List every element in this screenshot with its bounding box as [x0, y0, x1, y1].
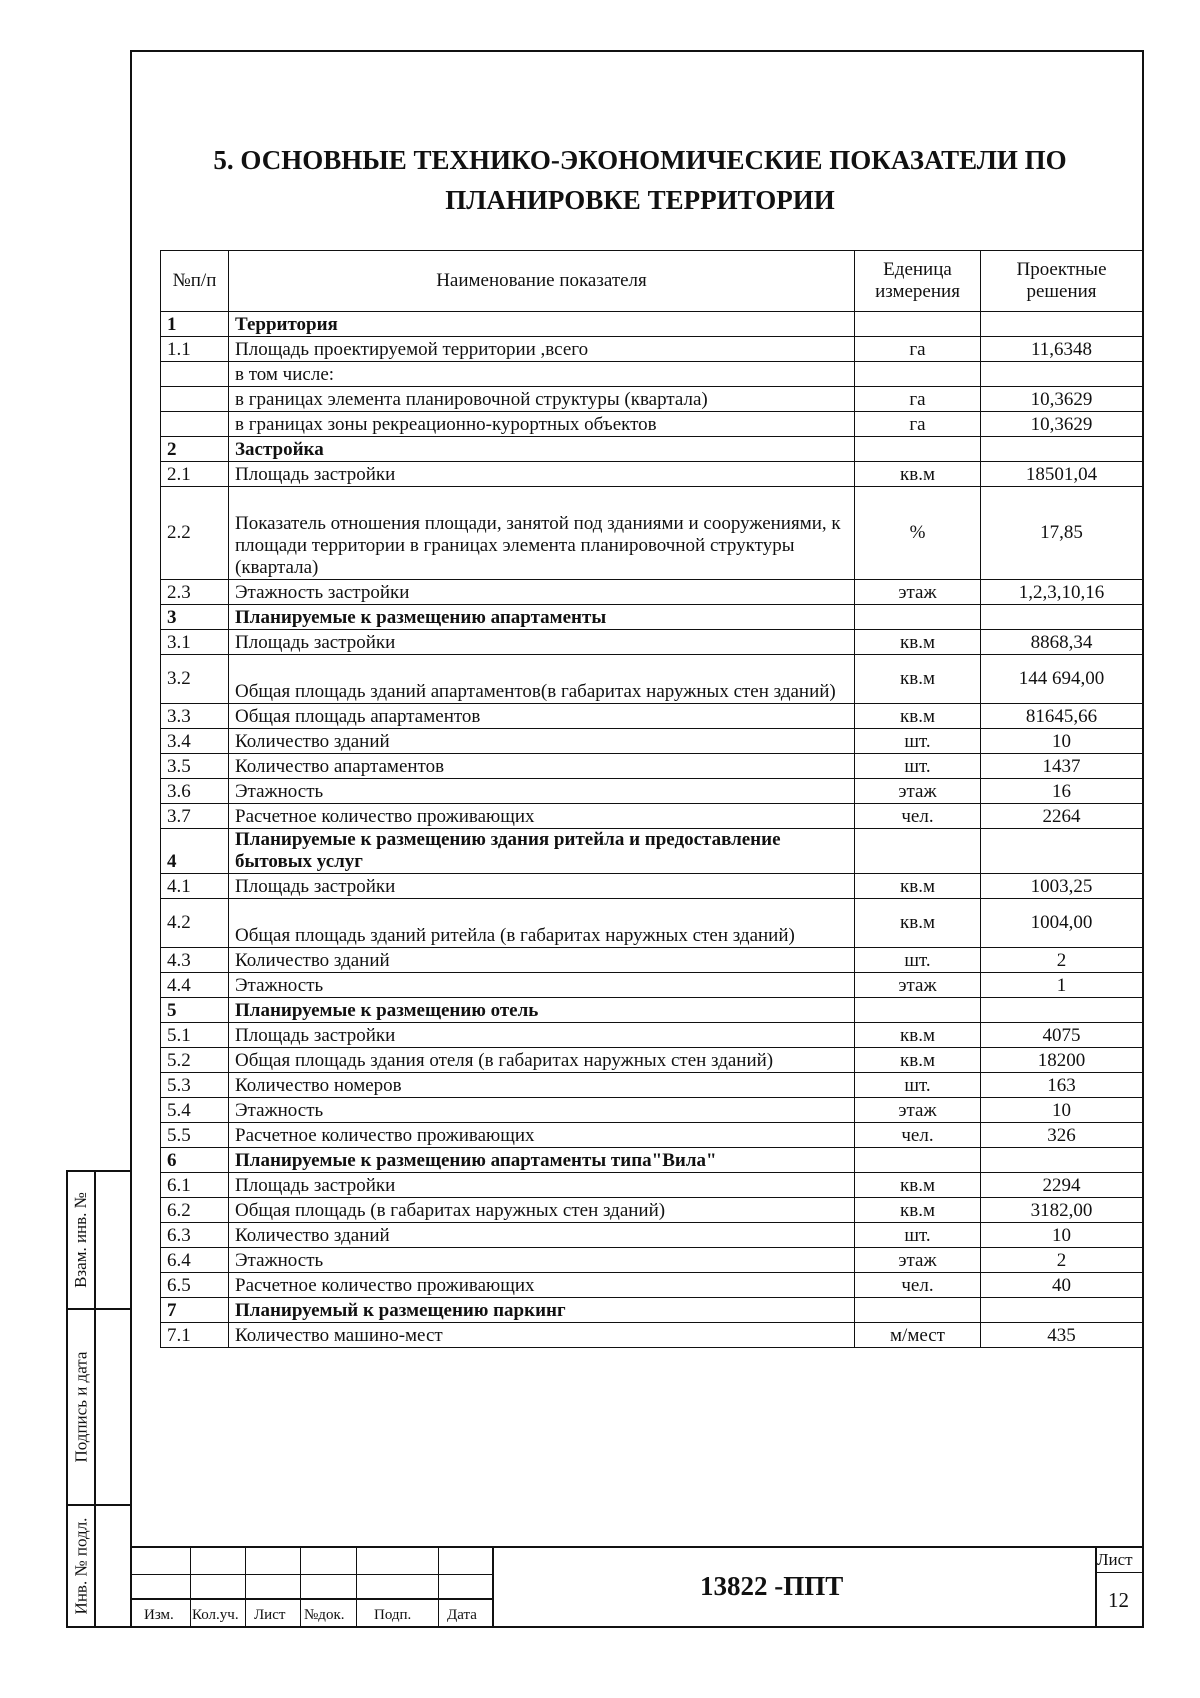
cell-unit: кв.м	[855, 704, 981, 729]
cell-value: 17,85	[981, 487, 1143, 580]
label-podp: Подп.	[374, 1607, 412, 1623]
cell-value	[981, 998, 1143, 1023]
cell-unit: кв.м	[855, 1023, 981, 1048]
cell-num: 3.1	[161, 630, 229, 655]
cell-num: 1	[161, 312, 229, 337]
cell-name: Общая площадь апартаментов	[229, 704, 855, 729]
cell-name: Количество зданий	[229, 729, 855, 754]
cell-num: 7.1	[161, 1323, 229, 1348]
cell-num: 6.4	[161, 1248, 229, 1273]
cell-unit: га	[855, 387, 981, 412]
cell-unit: этаж	[855, 973, 981, 998]
cell-num: 6.3	[161, 1223, 229, 1248]
cell-unit	[855, 998, 981, 1023]
table-row	[161, 729, 1143, 754]
header-value: Проектные решения	[981, 251, 1143, 312]
sheet-label: Лист	[1097, 1550, 1133, 1569]
cell-unit: кв.м	[855, 899, 981, 948]
cell-num: 1.1	[161, 337, 229, 362]
cell-unit	[855, 437, 981, 462]
cell-num: 2.1	[161, 462, 229, 487]
cell-num: 3.6	[161, 779, 229, 804]
cell-value: 81645,66	[981, 704, 1143, 729]
cell-value	[981, 829, 1143, 874]
cell-num	[161, 387, 229, 412]
cell-value: 326	[981, 1123, 1143, 1148]
cell-value	[981, 605, 1143, 630]
table-row	[161, 1323, 1143, 1348]
cell-value: 18501,04	[981, 462, 1143, 487]
cell-num: 5.3	[161, 1073, 229, 1098]
header-unit: Еденица измерения	[855, 251, 981, 312]
table-section-row	[161, 605, 1143, 630]
cell-unit: кв.м	[855, 462, 981, 487]
cell-name: Общая площадь (в габаритах наружных стен зданий)	[229, 1198, 855, 1223]
cell-name: Площадь застройки	[229, 462, 855, 487]
cell-unit	[855, 362, 981, 387]
indicators-table	[160, 250, 1143, 1348]
table-section-row	[161, 1148, 1143, 1173]
cell-name: Планируемые к размещению апартаменты типа"Вила"	[229, 1148, 855, 1173]
cell-unit: %	[855, 487, 981, 580]
label-list: Лист	[254, 1607, 286, 1623]
table-row	[161, 1048, 1143, 1073]
cell-num: 7	[161, 1298, 229, 1323]
table-section-row	[161, 312, 1143, 337]
cell-unit: кв.м	[855, 1198, 981, 1223]
table-row	[161, 874, 1143, 899]
cell-num	[161, 412, 229, 437]
cell-name: Этажность	[229, 973, 855, 998]
cell-unit: шт.	[855, 948, 981, 973]
cell-unit	[855, 1298, 981, 1323]
cell-num: 2.2	[161, 487, 229, 580]
cell-name: Количество зданий	[229, 1223, 855, 1248]
cell-value: 3182,00	[981, 1198, 1143, 1223]
cell-unit: кв.м	[855, 1048, 981, 1073]
cell-unit: чел.	[855, 1123, 981, 1148]
title-block-col-line	[300, 1546, 301, 1628]
cell-name: Площадь застройки	[229, 1023, 855, 1048]
cell-name: Показатель отношения площади, занятой под зданиями и сооружениями, к площади территории в границах элемента планировочной структуры (квартала)	[229, 487, 855, 580]
table-row	[161, 1023, 1143, 1048]
cell-value: 1,2,3,10,16	[981, 580, 1143, 605]
title-block-col-line	[492, 1546, 494, 1628]
cell-value: 2	[981, 948, 1143, 973]
stamp-vzam-label: Взам. инв. №	[71, 1192, 90, 1288]
cell-name: Общая площадь здания отеля (в габаритах наружных стен зданий)	[229, 1048, 855, 1073]
stamp-podpis-field	[96, 1308, 132, 1506]
title-block-top-line	[132, 1546, 1144, 1548]
cell-value: 11,6348	[981, 337, 1143, 362]
cell-value: 10	[981, 1098, 1143, 1123]
cell-unit	[855, 312, 981, 337]
cell-value	[981, 1148, 1143, 1173]
cell-num: 2	[161, 437, 229, 462]
cell-value	[981, 362, 1143, 387]
cell-name: Количество зданий	[229, 948, 855, 973]
label-ndok: №док.	[304, 1607, 345, 1623]
stamp-inv-podl	[66, 1504, 96, 1628]
table-row	[161, 1223, 1143, 1248]
cell-name: в том числе:	[229, 362, 855, 387]
table-row	[161, 899, 1143, 948]
cell-name: Площадь застройки	[229, 1173, 855, 1198]
table-section-row	[161, 437, 1143, 462]
stamp-podpis-data	[66, 1308, 96, 1506]
cell-value	[981, 1298, 1143, 1323]
table-row	[161, 487, 1143, 580]
label-izm: Изм.	[144, 1607, 174, 1623]
label-kol-uch: Кол.уч.	[192, 1607, 239, 1623]
cell-unit: шт.	[855, 754, 981, 779]
cell-name: Количество апартаментов	[229, 754, 855, 779]
cell-value: 10,3629	[981, 412, 1143, 437]
table-row	[161, 1273, 1143, 1298]
cell-value	[981, 312, 1143, 337]
cell-name: Площадь проектируемой территории ,всего	[229, 337, 855, 362]
table-header-row	[161, 251, 1143, 312]
cell-num: 5.5	[161, 1123, 229, 1148]
table-row	[161, 1098, 1143, 1123]
stamp-vzam-field	[96, 1170, 132, 1310]
cell-unit: га	[855, 337, 981, 362]
cell-unit: кв.м	[855, 630, 981, 655]
table-row	[161, 337, 1143, 362]
cell-num: 6.2	[161, 1198, 229, 1223]
title-line-2: ПЛАНИРОВКЕ ТЕРРИТОРИИ	[445, 185, 835, 215]
document-code: 13822 -ППТ	[700, 1571, 844, 1601]
title-block-col-line	[438, 1546, 439, 1628]
cell-name: Планируемые к размещению апартаменты	[229, 605, 855, 630]
stamp-inv-label: Инв. № подл.	[71, 1517, 90, 1615]
cell-name: Площадь застройки	[229, 874, 855, 899]
table-row	[161, 362, 1143, 387]
sheet-number: 12	[1108, 1588, 1129, 1612]
stamp-podpis-label: Подпись и дата	[71, 1351, 90, 1463]
cell-unit	[855, 829, 981, 874]
cell-num: 3.3	[161, 704, 229, 729]
cell-value: 2	[981, 1248, 1143, 1273]
cell-value: 163	[981, 1073, 1143, 1098]
table-row	[161, 948, 1143, 973]
table-row	[161, 704, 1143, 729]
cell-unit: шт.	[855, 1073, 981, 1098]
table-section-row	[161, 829, 1143, 874]
cell-unit: этаж	[855, 1098, 981, 1123]
cell-name: Планируемый к размещению паркинг	[229, 1298, 855, 1323]
cell-num: 4.1	[161, 874, 229, 899]
cell-unit: шт.	[855, 729, 981, 754]
cell-num: 3.7	[161, 804, 229, 829]
cell-name: Этажность	[229, 1098, 855, 1123]
cell-value: 144 694,00	[981, 655, 1143, 704]
cell-value: 10,3629	[981, 387, 1143, 412]
cell-unit: этаж	[855, 1248, 981, 1273]
table-row	[161, 630, 1143, 655]
table-row	[161, 387, 1143, 412]
cell-name: Планируемые к размещению отель	[229, 998, 855, 1023]
page-title	[140, 140, 1140, 220]
table-row	[161, 1073, 1143, 1098]
cell-unit: этаж	[855, 580, 981, 605]
cell-value: 40	[981, 1273, 1143, 1298]
table-row	[161, 1123, 1143, 1148]
table-row	[161, 1198, 1143, 1223]
cell-value: 8868,34	[981, 630, 1143, 655]
cell-num: 4.3	[161, 948, 229, 973]
cell-name: Расчетное количество проживающих	[229, 804, 855, 829]
cell-unit: этаж	[855, 779, 981, 804]
cell-value: 2294	[981, 1173, 1143, 1198]
cell-num: 2.3	[161, 580, 229, 605]
cell-value: 2264	[981, 804, 1143, 829]
cell-value: 435	[981, 1323, 1143, 1348]
cell-num: 3	[161, 605, 229, 630]
cell-name: Общая площадь зданий апартаментов(в габаритах наружных стен зданий)	[229, 655, 855, 704]
cell-unit: чел.	[855, 804, 981, 829]
cell-num: 5.1	[161, 1023, 229, 1048]
stamp-inv-field	[96, 1504, 132, 1628]
cell-value: 1004,00	[981, 899, 1143, 948]
cell-value: 1	[981, 973, 1143, 998]
cell-value: 16	[981, 779, 1143, 804]
cell-name: Количество номеров	[229, 1073, 855, 1098]
cell-name: Расчетное количество проживающих	[229, 1273, 855, 1298]
cell-name: Территория	[229, 312, 855, 337]
cell-num: 3.4	[161, 729, 229, 754]
cell-unit: га	[855, 412, 981, 437]
cell-value: 1437	[981, 754, 1143, 779]
cell-num: 5.4	[161, 1098, 229, 1123]
cell-unit: шт.	[855, 1223, 981, 1248]
cell-name: Этажность	[229, 779, 855, 804]
cell-name: Планируемые к размещению здания ритейла и предоставление бытовых услуг	[229, 829, 855, 874]
cell-value: 10	[981, 1223, 1143, 1248]
cell-name: Общая площадь зданий ритейла (в габаритах наружных стен зданий)	[229, 899, 855, 948]
cell-value: 18200	[981, 1048, 1143, 1073]
cell-value	[981, 437, 1143, 462]
table-section-row	[161, 998, 1143, 1023]
cell-name: Этажность	[229, 1248, 855, 1273]
cell-num: 6.5	[161, 1273, 229, 1298]
cell-name: Количество машино-мест	[229, 1323, 855, 1348]
cell-num: 3.5	[161, 754, 229, 779]
table-row	[161, 779, 1143, 804]
cell-num: 4.4	[161, 973, 229, 998]
cell-value: 1003,25	[981, 874, 1143, 899]
cell-name: Площадь застройки	[229, 630, 855, 655]
cell-name: Застройка	[229, 437, 855, 462]
table-row	[161, 1173, 1143, 1198]
cell-num: 6	[161, 1148, 229, 1173]
cell-num: 4.2	[161, 899, 229, 948]
table-row	[161, 973, 1143, 998]
cell-unit	[855, 605, 981, 630]
cell-unit: кв.м	[855, 655, 981, 704]
table-row	[161, 580, 1143, 605]
title-block-sheet-line	[1095, 1572, 1144, 1573]
cell-name: Этажность застройки	[229, 580, 855, 605]
label-data: Дата	[447, 1607, 477, 1623]
stamp-vzam-inv	[66, 1170, 96, 1310]
cell-value: 10	[981, 729, 1143, 754]
table-section-row	[161, 1298, 1143, 1323]
cell-unit	[855, 1148, 981, 1173]
title-block-col-line	[356, 1546, 357, 1628]
title-block-col-line	[245, 1546, 246, 1628]
cell-unit: м/мест	[855, 1323, 981, 1348]
cell-unit: чел.	[855, 1273, 981, 1298]
title-line-1: 5. ОСНОВНЫЕ ТЕХНИКО-ЭКОНОМИЧЕСКИЕ ПОКАЗАТЕЛИ ПО	[213, 145, 1067, 175]
title-block-col-line	[190, 1546, 191, 1628]
table-row	[161, 754, 1143, 779]
cell-name: в границах зоны рекреационно-курортных объектов	[229, 412, 855, 437]
table-body	[161, 312, 1143, 1348]
header-name: Наименование показателя	[229, 251, 855, 312]
cell-num: 5.2	[161, 1048, 229, 1073]
cell-num: 6.1	[161, 1173, 229, 1198]
cell-num: 4	[161, 829, 229, 874]
cell-value: 4075	[981, 1023, 1143, 1048]
table-row	[161, 462, 1143, 487]
cell-num: 5	[161, 998, 229, 1023]
cell-num: 3.2	[161, 655, 229, 704]
cell-unit: кв.м	[855, 1173, 981, 1198]
cell-name: в границах элемента планировочной структуры (квартала)	[229, 387, 855, 412]
cell-unit: кв.м	[855, 874, 981, 899]
header-num: №п/п	[161, 251, 229, 312]
cell-name: Расчетное количество проживающих	[229, 1123, 855, 1148]
table-row	[161, 655, 1143, 704]
table-row	[161, 804, 1143, 829]
table-row	[161, 412, 1143, 437]
table-row	[161, 1248, 1143, 1273]
cell-num	[161, 362, 229, 387]
